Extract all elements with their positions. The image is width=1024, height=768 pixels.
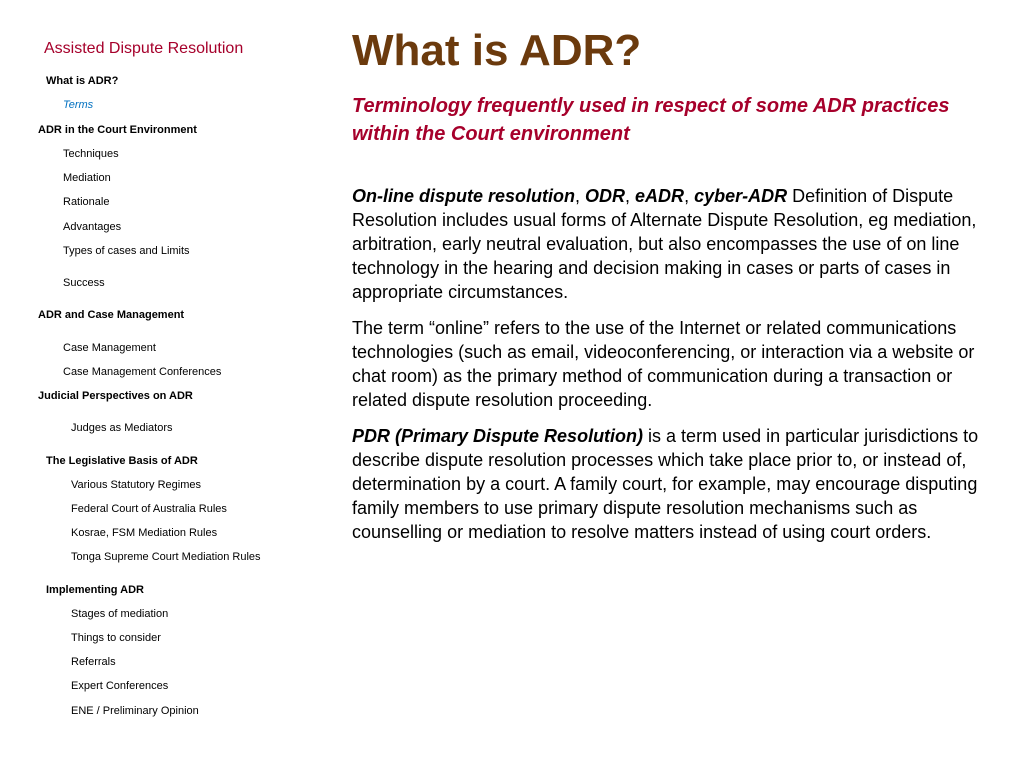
nav-expert-conferences[interactable]: Expert Conferences <box>71 680 169 692</box>
nav-case-management[interactable]: Case Management <box>63 342 156 354</box>
nav-referrals[interactable]: Referrals <box>71 656 116 668</box>
nav-adr-in-court-environment[interactable]: ADR in the Court Environment <box>38 124 197 136</box>
nav-tonga-rules[interactable]: Tonga Supreme Court Mediation Rules <box>71 551 261 563</box>
term-separator: , <box>575 186 586 206</box>
nav-advantages[interactable]: Advantages <box>63 221 122 233</box>
term-eadr: eADR <box>635 186 685 206</box>
term-separator: , <box>684 186 695 206</box>
term-online-dispute-resolution: On-line dispute resolution <box>352 186 576 206</box>
nav-legislative-basis[interactable]: The Legislative Basis of ADR <box>46 455 198 467</box>
nav-kosrae-rules[interactable]: Kosrae, FSM Mediation Rules <box>71 527 218 539</box>
page-subtitle: Terminology frequently used in respect of some ADR practices within the Court environment <box>352 95 950 145</box>
nav-types-of-cases[interactable]: Types of cases and Limits <box>63 245 190 257</box>
term-separator: , <box>625 186 636 206</box>
nav-judicial-perspectives[interactable]: Judicial Perspectives on ADR <box>38 390 193 402</box>
paragraph-text: is a term used in particular jurisdictions to describe dispute resolution processes which take place prior to, or instead of, determination by a court. A family court, for example, may encourage disputing family members to use primary dispute resolution mechanisms such as counselling or mediation to resolve matters instead of using court orders. <box>352 426 979 542</box>
nav-case-management-conferences[interactable]: Case Management Conferences <box>63 366 222 378</box>
paragraph-online-term: The term “online” refers to the use of the Internet or related communications technologies (such as email, videoconferencing, or interaction via a website or chat room) as the primary method of communication during a transaction or related dispute resolution proceeding. <box>352 318 975 410</box>
term-odr: ODR <box>585 186 626 206</box>
term-pdr: PDR (Primary Dispute Resolution) <box>352 426 644 446</box>
paragraph-text: Definition of Dispute Resolution includes usual forms of Alternate Dispute Resolution, eg mediation, arbitration, early neutral evaluation, but also encompasses the use of on line technology in the hearing and decision making in cases or parts of cases in appropriate circumstances. <box>352 186 977 302</box>
term-cyber-adr: cyber-ADR <box>694 186 788 206</box>
nav-techniques[interactable]: Techniques <box>63 148 119 160</box>
nav-rationale[interactable]: Rationale <box>63 196 110 208</box>
nav-what-is-adr[interactable]: What is ADR? <box>46 75 119 87</box>
nav-mediation[interactable]: Mediation <box>63 172 111 184</box>
paragraph-pdr <box>352 424 1002 544</box>
nav-statutory-regimes[interactable]: Various Statutory Regimes <box>71 479 202 491</box>
paragraph-online-dispute-resolution <box>352 184 1002 304</box>
nav-ene-preliminary-opinion[interactable]: ENE / Preliminary Opinion <box>71 705 199 717</box>
sidebar-title: Assisted Dispute Resolution <box>44 40 244 57</box>
nav-stages-of-mediation[interactable]: Stages of mediation <box>71 608 169 620</box>
nav-things-to-consider[interactable]: Things to consider <box>71 632 161 644</box>
nav-judges-as-mediators[interactable]: Judges as Mediators <box>71 422 173 434</box>
page-title: What is ADR? <box>352 26 642 75</box>
nav-adr-and-case-management[interactable]: ADR and Case Management <box>38 309 185 321</box>
content-body <box>352 184 1002 556</box>
nav-federal-court-rules[interactable]: Federal Court of Australia Rules <box>71 503 227 515</box>
nav-terms[interactable]: Terms <box>63 99 94 111</box>
nav-implementing-adr[interactable]: Implementing ADR <box>46 584 144 596</box>
nav-success[interactable]: Success <box>63 277 105 289</box>
